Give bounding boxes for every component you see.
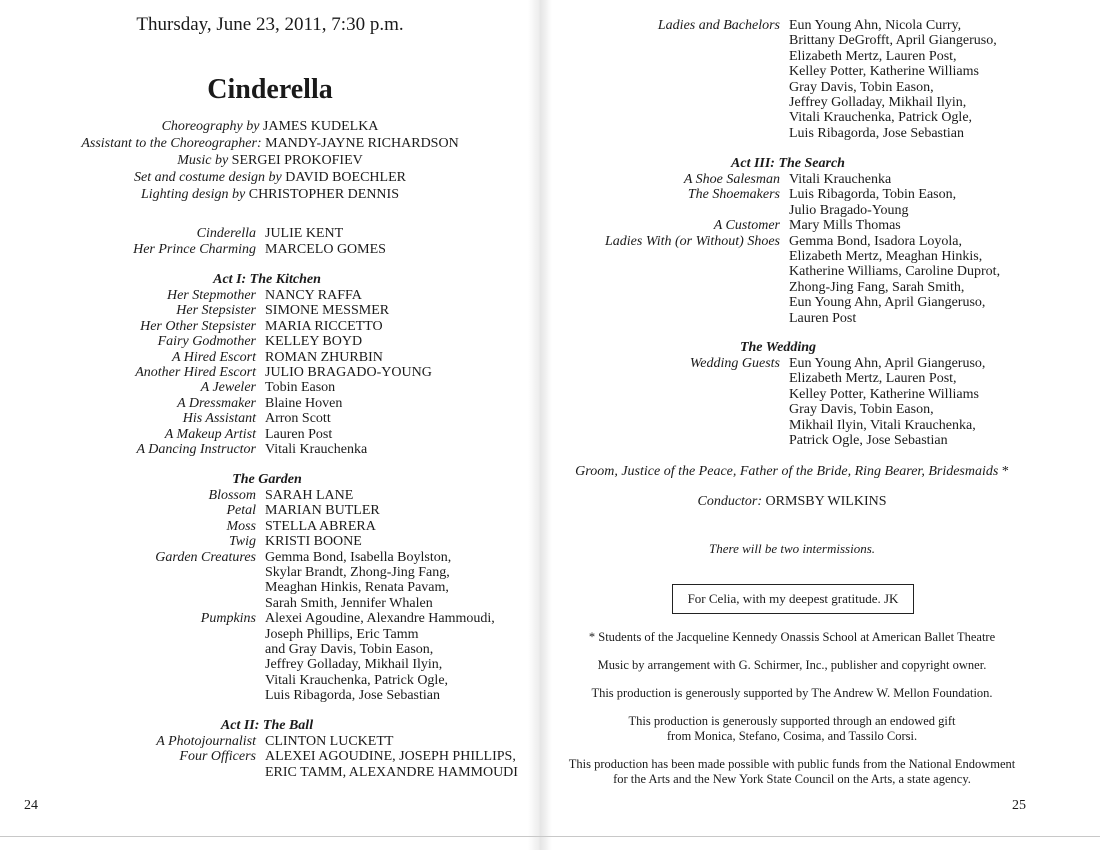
cast-role: Fairy Godmother [157, 334, 256, 350]
act3-heading: Act III: The Search [731, 156, 845, 171]
wedding-heading: The Wedding [739, 340, 817, 355]
cast-name: Brittany DeGrofft, April Giangeruso, [789, 33, 997, 49]
conductor-name: ORMSBY WILKINS [765, 494, 887, 509]
cast-role: A Dancing Instructor [136, 442, 256, 457]
cast-name: ALEXEI AGOUDINE, JOSEPH PHILLIPS, [265, 749, 516, 765]
cast-role: Twig [229, 534, 256, 550]
cast-name: Lauren Post [789, 310, 857, 326]
nea-note-line: This production has been made possible with public funds from the National Endowment [568, 757, 1016, 771]
cast-name: CLINTON LUCKETT [265, 734, 394, 749]
gift-note-line: This production is generously supported through an endowed gift [628, 714, 956, 728]
credit-row [0, 169, 540, 186]
cast-name: Luis Ribagorda, Jose Sebastian [789, 125, 964, 141]
cast-row [157, 334, 363, 350]
act1-heading: Act I: The Kitchen [213, 272, 321, 287]
cast-name: Kelley Potter, Katherine Williams [789, 64, 979, 80]
cast-name: Gray Davis, Tobin Eason, [789, 79, 934, 95]
cast-name: JULIE KENT [265, 226, 344, 241]
cast-name: NANCY RAFFA [265, 288, 362, 303]
cast-row [713, 218, 901, 234]
cast-name: SIMONE MESSMER [265, 303, 390, 319]
cast-role: Ladies and Bachelors [657, 18, 780, 33]
cast-name: and Gray Davis, Tobin Eason, [265, 642, 434, 657]
mellon-note: This production is generously supported by The Andrew W. Mellon Foundation. [591, 686, 993, 700]
cast-name: Eun Young Ahn, April Giangeruso, [789, 295, 986, 311]
cast-role: Her Stepsister [176, 303, 256, 319]
wedding-roles-text: Groom, Justice of the Peace, Father of the Bride, Ring Bearer, Bridesmaids [575, 464, 999, 479]
cast-name: Alexei Agoudine, Alexandre Hammoudi, [265, 611, 495, 627]
cast-row [140, 318, 383, 334]
cast-row [172, 349, 383, 365]
credit-role: Choreography by [161, 119, 260, 134]
cast-name: Elizabeth Mertz, Meaghan Hinkis, [789, 249, 983, 264]
cast-row [166, 288, 362, 303]
wedding-roles [575, 464, 1009, 480]
cast-name: Luis Ribagorda, Jose Sebastian [265, 688, 440, 704]
cast-name: Mary Mills Thomas [789, 218, 901, 234]
cast-name: Gray Davis, Tobin Eason, [789, 402, 934, 418]
cast-role: Another Hired Escort [135, 365, 256, 380]
cast-name: Meaghan Hinkis, Renata Pavam, [265, 580, 449, 596]
cast-name: MARIAN BUTLER [265, 503, 380, 519]
cast-name: Julio Bragado-Young [789, 202, 909, 218]
cast-name: Sarah Smith, Jennifer Whalen [265, 595, 433, 611]
right-page [540, 0, 1100, 850]
cast-name: Eun Young Ahn, Nicola Curry, [789, 18, 962, 33]
left-page [0, 0, 540, 850]
cast-role: The Shoemakers [687, 187, 780, 203]
cast-row [200, 380, 336, 396]
cast-role: Her Prince Charming [133, 242, 256, 257]
cast-row [179, 749, 518, 780]
cast-name: Gemma Bond, Isabella Boylston, [265, 549, 452, 565]
performance-date: Thursday, June 23, 2011, 7:30 p.m. [136, 14, 404, 35]
nea-note-line: for the Arts and the New York State Council on the Arts, a state agency. [613, 772, 971, 786]
page-number-left: 24 [24, 798, 38, 813]
cast-name: Skylar Brandt, Zhong-Jing Fang, [265, 565, 450, 580]
credit-role: Set and costume design by [134, 170, 282, 185]
cast-role: A Shoe Salesman [683, 172, 780, 187]
cast-row [196, 226, 344, 241]
page-number-right: 25 [1012, 798, 1026, 813]
cast-role: A Dressmaker [177, 395, 256, 411]
cast-name: Luis Ribagorda, Tobin Eason, [789, 187, 957, 203]
cast-name: Jeffrey Golladay, Mikhail Ilyin, [265, 657, 443, 673]
cast-name: KRISTI BOONE [265, 534, 362, 550]
cast-role: A Jeweler [200, 380, 256, 396]
cast-name: KELLEY BOYD [265, 334, 363, 350]
cast-name: Zhong-Jing Fang, Sarah Smith, [789, 279, 965, 295]
cast-row [208, 488, 354, 503]
cast-row [657, 18, 997, 141]
cast-name: Gemma Bond, Isadora Loyola, [789, 233, 963, 249]
ballet-title: Cinderella [207, 74, 333, 105]
cast-role: Pumpkins [200, 611, 256, 627]
credit-role: Music by [177, 153, 229, 168]
cast-name: Patrick Ogle, Jose Sebastian [789, 433, 948, 449]
cast-name: STELLA ABRERA [265, 518, 376, 534]
dedication-box: For Celia, with my deepest gratitude. JK [672, 584, 914, 614]
cast-row [177, 395, 343, 411]
cast-role: Petal [226, 503, 256, 519]
cast-row [155, 549, 452, 612]
cast-row [182, 411, 331, 427]
cast-row [226, 503, 380, 519]
cast-name: MARCELO GOMES [265, 242, 386, 257]
cast-row [164, 426, 333, 442]
cast-role: Cinderella [196, 226, 256, 241]
credit-row [0, 152, 540, 169]
cast-row [133, 242, 386, 257]
cast-name: Elizabeth Mertz, Lauren Post, [789, 371, 957, 387]
cast-name: Blaine Hoven [265, 395, 343, 411]
cast-name: Kelley Potter, Katherine Williams [789, 386, 979, 402]
cast-name: Vitali Krauchenka [789, 172, 892, 187]
cast-role: Ladies With (or Without) Shoes [605, 233, 780, 249]
credit-row [0, 186, 540, 203]
cast-name: Tobin Eason [265, 380, 336, 396]
cast-row [135, 365, 432, 380]
cast-name: SARAH LANE [265, 488, 354, 503]
cast-row [156, 734, 394, 749]
cast-name: ERIC TAMM, ALEXANDRE HAMMOUDI [265, 764, 518, 780]
cast-role: His Assistant [182, 411, 256, 427]
conductor-label: Conductor: [697, 494, 763, 509]
cast-role: Her Other Stepsister [140, 318, 256, 334]
credit-name: DAVID BOECHLER [285, 170, 406, 185]
cast-name: Elizabeth Mertz, Lauren Post, [789, 48, 957, 64]
cast-row [226, 518, 376, 534]
cast-role: Wedding Guests [689, 356, 780, 371]
garden-heading: The Garden [232, 472, 302, 487]
cast-row [136, 442, 368, 457]
cast-name: Katherine Williams, Caroline Duprot, [789, 264, 1001, 280]
cast-name: Jeffrey Golladay, Mikhail Ilyin, [789, 95, 967, 111]
cast-row [683, 172, 892, 187]
cast-name: ROMAN ZHURBIN [265, 349, 383, 365]
cast-role: A Makeup Artist [164, 426, 256, 442]
cast-role: A Hired Escort [172, 349, 256, 365]
conductor [697, 494, 886, 510]
cast-role: Blossom [208, 488, 256, 503]
cast-role: Four Officers [179, 749, 256, 765]
cast-row [229, 534, 362, 550]
cast-name: Eun Young Ahn, April Giangeruso, [789, 356, 986, 371]
credit-name: MANDY-JAYNE RICHARDSON [265, 136, 459, 151]
cast-name: Arron Scott [265, 411, 331, 427]
credit-role: Assistant to the Choreographer: [81, 136, 262, 151]
wedding-roles-mark: * [1001, 464, 1009, 479]
credit-role: Lighting design by [141, 187, 246, 202]
cast-name: MARIA RICCETTO [265, 318, 383, 334]
cast-role: Her Stepmother [166, 288, 256, 303]
cast-row [200, 611, 495, 704]
cast-name: Lauren Post [265, 426, 333, 442]
credit-row [0, 118, 540, 135]
act2-heading: Act II: The Ball [220, 718, 314, 733]
cast-row [689, 356, 986, 449]
cast-name: JULIO BRAGADO-YOUNG [265, 365, 432, 380]
students-note: * Students of the Jacqueline Kennedy Onassis School at American Ballet Theatre [588, 630, 996, 644]
credit-name: JAMES KUDELKA [262, 119, 379, 134]
cast-name: Vitali Krauchenka, Patrick Ogle, [265, 672, 449, 688]
cast-name: Vitali Krauchenka, Patrick Ogle, [789, 110, 973, 126]
credit-name: SERGEI PROKOFIEV [231, 153, 363, 168]
intermissions-note: There will be two intermissions. [709, 541, 875, 556]
cast-name: Vitali Krauchenka [265, 442, 368, 457]
cast-role: Garden Creatures [155, 549, 256, 565]
cast-role: A Customer [713, 218, 780, 234]
gift-note-line: from Monica, Stefano, Cosima, and Tassilo Corsi. [666, 729, 918, 743]
cast-role: Moss [226, 518, 256, 534]
music-note: Music by arrangement with G. Schirmer, Inc., publisher and copyright owner. [597, 658, 987, 672]
cast-row [605, 233, 1001, 326]
cast-name: Mikhail Ilyin, Vitali Krauchenka, [789, 417, 976, 433]
cast-row [176, 303, 390, 319]
cast-row [687, 187, 957, 218]
credit-name: CHRISTOPHER DENNIS [248, 187, 399, 202]
cast-role: A Photojournalist [156, 734, 256, 749]
credit-row [0, 135, 540, 152]
cast-name: Joseph Phillips, Eric Tamm [265, 626, 419, 642]
